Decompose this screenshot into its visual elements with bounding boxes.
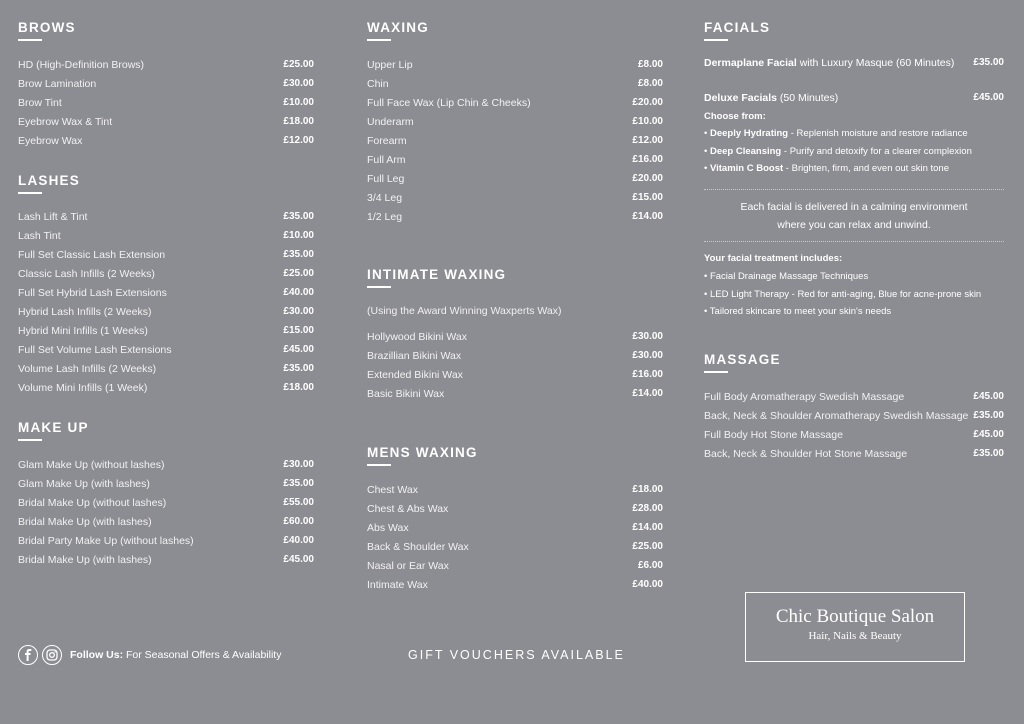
list-item: Upper Lip £8.00: [367, 58, 663, 71]
makeup-heading: MAKE UP: [18, 420, 89, 435]
list-item: Brow Lamination £30.00: [18, 77, 314, 90]
list-item: Lash Lift & Tint £35.00: [18, 210, 314, 223]
list-item: Brazillian Bikini Wax £30.00: [367, 349, 663, 362]
include-item: • Facial Drainage Massage Techniques: [704, 271, 869, 282]
list-item: Intimate Wax £40.00: [367, 578, 663, 591]
list-item: Extended Bikini Wax £16.00: [367, 368, 663, 381]
facial-option: • Vitamin C Boost - Brighten, firm, and even out skin tone: [704, 163, 949, 174]
list-item: Bridal Make Up (with lashes) £60.00: [18, 515, 314, 528]
salon-logo: [745, 592, 965, 662]
brows-list: [18, 55, 314, 150]
list-item: Bridal Party Make Up (without lashes) £40.00: [18, 534, 314, 547]
mens-waxing-list: [367, 480, 663, 594]
list-item: Full Set Hybrid Lash Extensions £40.00: [18, 286, 314, 299]
facebook-icon[interactable]: [18, 645, 38, 665]
divider: [704, 241, 1004, 242]
list-item: Underarm £10.00: [367, 115, 663, 128]
list-item: Hybrid Mini Infills (1 Weeks) £15.00: [18, 324, 314, 337]
facials-heading: FACIALS: [704, 20, 771, 35]
massage-heading: MASSAGE: [704, 352, 781, 367]
list-item: Back, Neck & Shoulder Aromatherapy Swedish Massage £35.00: [704, 409, 1004, 422]
lashes-heading: LASHES: [18, 173, 80, 188]
list-item: Classic Lash Infills (2 Weeks) £25.00: [18, 267, 314, 280]
logo-title: Chic Boutique Salon: [775, 606, 935, 627]
list-item: 1/2 Leg £14.00: [367, 210, 663, 223]
waxing-list: [367, 55, 663, 226]
list-item: Hybrid Lash Infills (2 Weeks) £30.00: [18, 305, 314, 318]
list-item: Volume Mini Infills (1 Week) £18.00: [18, 381, 314, 394]
list-item: Chest Wax £18.00: [367, 483, 663, 496]
facial-option: • Deep Cleansing - Purify and detoxify for a clearer complexion: [704, 146, 972, 157]
waxing-heading: WAXING: [367, 20, 429, 35]
list-item: Full Body Hot Stone Massage £45.00: [704, 428, 1004, 441]
dermaplane-facial-row: Dermaplane Facial with Luxury Masque (60 Minutes) £35.00: [704, 57, 1004, 69]
list-item: Brow Tint £10.00: [18, 96, 314, 109]
list-item: Back, Neck & Shoulder Hot Stone Massage £35.00: [704, 447, 1004, 460]
follow-us: Follow Us: For Seasonal Offers & Availability: [18, 645, 281, 665]
list-item: Full Set Classic Lash Extension £35.00: [18, 248, 314, 261]
choose-from-label: Choose from:: [704, 111, 766, 122]
list-item: Full Arm £16.00: [367, 153, 663, 166]
list-item: Chest & Abs Wax £28.00: [367, 502, 663, 515]
list-item: Forearm £12.00: [367, 134, 663, 147]
list-item: Full Leg £20.00: [367, 172, 663, 185]
logo-subtitle: Hair, Nails & Beauty: [808, 630, 902, 642]
list-item: Volume Lash Infills (2 Weeks) £35.00: [18, 362, 314, 375]
facial-option: • Deeply Hydrating - Replenish moisture and restore radiance: [704, 128, 968, 139]
instagram-icon[interactable]: [42, 645, 62, 665]
list-item: 3/4 Leg £15.00: [367, 191, 663, 204]
intimate-waxing-note: (Using the Award Winning Waxperts Wax): [367, 305, 562, 317]
list-item: Full Set Volume Lash Extensions £45.00: [18, 343, 314, 356]
list-item: Nasal or Ear Wax £6.00: [367, 559, 663, 572]
list-item: Eyebrow Wax & Tint £18.00: [18, 115, 314, 128]
list-item: Chin £8.00: [367, 77, 663, 90]
list-item: Abs Wax £14.00: [367, 521, 663, 534]
mens-waxing-heading: MENS WAXING: [367, 445, 478, 460]
massage-list: [704, 387, 1004, 463]
list-item: Glam Make Up (without lashes) £30.00: [18, 458, 314, 471]
list-item: Hollywood Bikini Wax £30.00: [367, 330, 663, 343]
intimate-waxing-list: [367, 327, 663, 403]
gift-vouchers-text: GIFT VOUCHERS AVAILABLE: [408, 648, 625, 662]
list-item: Bridal Make Up (without lashes) £55.00: [18, 496, 314, 509]
list-item: Back & Shoulder Wax £25.00: [367, 540, 663, 553]
brows-heading: BROWS: [18, 20, 76, 35]
include-item: • LED Light Therapy - Red for anti-aging, Blue for acne-prone skin: [704, 289, 982, 300]
lashes-list: [18, 207, 314, 397]
list-item: HD (High-Definition Brows) £25.00: [18, 58, 314, 71]
deluxe-facials-row: Deluxe Facials (50 Minutes) £45.00: [704, 92, 1004, 104]
intimate-waxing-heading: INTIMATE WAXING: [367, 267, 507, 282]
calming-environment-text: Each facial is delivered in a calming environment where you can relax and unwind.: [740, 201, 968, 231]
list-item: Glam Make Up (with lashes) £35.00: [18, 477, 314, 490]
list-item: Basic Bikini Wax £14.00: [367, 387, 663, 400]
list-item: Eyebrow Wax £12.00: [18, 134, 314, 147]
list-item: Full Face Wax (Lip Chin & Cheeks) £20.00: [367, 96, 663, 109]
includes-label: Your facial treatment includes:: [704, 253, 843, 264]
list-item: Bridal Make Up (with lashes) £45.00: [18, 553, 314, 566]
divider: [704, 189, 1004, 190]
makeup-list: [18, 455, 314, 569]
include-item: • Tailored skincare to meet your skin's needs: [704, 306, 892, 317]
list-item: Lash Tint £10.00: [18, 229, 314, 242]
list-item: Full Body Aromatherapy Swedish Massage £45.00: [704, 390, 1004, 403]
